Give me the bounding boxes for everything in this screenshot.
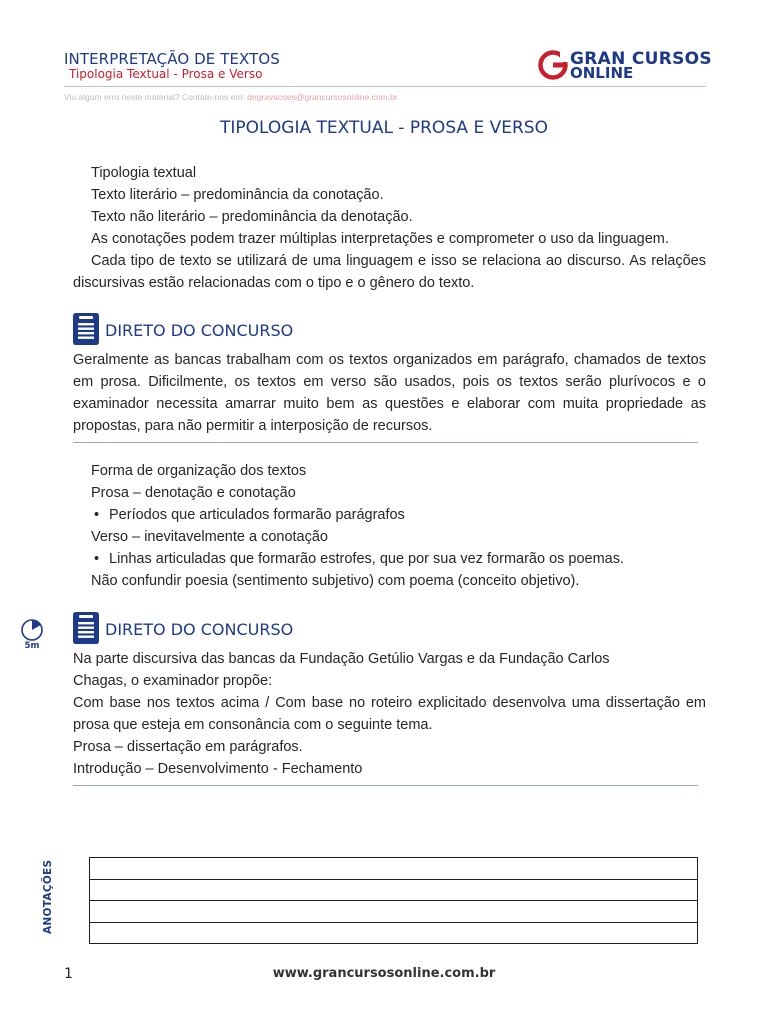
organization-line: Forma de organização dos textos [91,463,307,479]
organization-line: Verso – inevitavelmente a conotação [91,529,328,545]
video-timestamp[interactable] [20,618,44,652]
intro-line: Texto literário – predominância da conotação. [91,187,384,203]
page-title: TIPOLOGIA TEXTUAL - PROSA E VERSO [220,118,548,138]
intro-line: Tipologia textual [91,165,197,181]
document-icon [73,313,99,345]
intro-line: Texto não literário – predominância da denotação. [91,209,413,225]
notes-line[interactable] [90,858,697,880]
timestamp-label: 5m [24,641,40,651]
section-line: Introdução – Desenvolvimento - Fechamento [73,761,363,777]
organization-line: Prosa – denotação e conotação [91,485,296,501]
organization-block [73,460,706,592]
header-subtitle: Tipologia Textual - Prosa e Verso [69,67,263,81]
organization-line: Não confundir poesia (sentimento subjetivo) com poema (conceito objetivo). [91,573,580,589]
error-notice-text: Viu algum erro neste material? Contate-nos em: [64,92,245,102]
error-notice [64,92,398,102]
logo-wordmark-top: GRAN CURSOS [570,49,712,69]
timer-icon [20,618,44,642]
section-text: Geralmente as bancas trabalham com os textos organizados em parágrafo, chamados de textos em prosa. Dificilmente, os textos em verso são usados, pois os textos serão plurívocos e o examinador necessita amarrar muito bem as questões e elaborar com muita propriedade as propostas, para não permitir a interposição de recursos. [73,352,706,434]
notes-box[interactable] [89,857,698,944]
document-icon [73,612,99,644]
notes-line[interactable] [90,901,697,923]
section-title: DIRETO DO CONCURSO [105,321,294,340]
section-line: Chagas, o examinador propõe: [73,673,273,689]
page-number: 1 [64,966,73,982]
section-text-block [73,648,706,780]
intro-line: As conotações podem trazer múltiplas interpretações e comprometer o uso da linguagem. [91,231,669,247]
header-divider [64,86,706,87]
error-notice-email[interactable]: degravacoes@grancursosonline.com.br [247,92,398,102]
header-title: INTERPRETAÇÃO DE TEXTOS [64,50,280,68]
brand-logo[interactable] [538,48,712,82]
logo-wordmark-bottom: ONLINE [570,64,634,82]
notes-line[interactable] [90,880,697,902]
notes-line[interactable] [90,923,697,945]
intro-block [73,162,706,294]
section-divider [73,442,698,443]
section-line: Prosa – dissertação em parágrafos. [73,739,303,755]
section-title: DIRETO DO CONCURSO [105,620,294,639]
intro-paragraph: Cada tipo de texto se utilizará de uma linguagem e isso se relaciona ao discurso. As relações discursivas estão relacionadas com o tipo e o gênero do texto. [73,253,706,291]
notes-label: ANOTAÇÕES [42,859,54,934]
list-item: • Linhas articuladas que formarão estrofes, que por sua vez formarão os poemas. [73,548,706,570]
list-item: • Períodos que articulados formarão parágrafos [73,504,706,526]
section-line: Na parte discursiva das bancas da Fundação Getúlio Vargas e da Fundação Carlos [73,651,610,667]
logo-g-icon [538,49,568,81]
section-divider [73,785,698,786]
section-paragraph: Com base nos textos acima / Com base no roteiro explicitado desenvolva uma dissertação em prosa que esteja em consonância com o seguinte tema. [73,695,706,733]
footer-website-link[interactable]: www.grancursosonline.com.br [272,966,496,981]
